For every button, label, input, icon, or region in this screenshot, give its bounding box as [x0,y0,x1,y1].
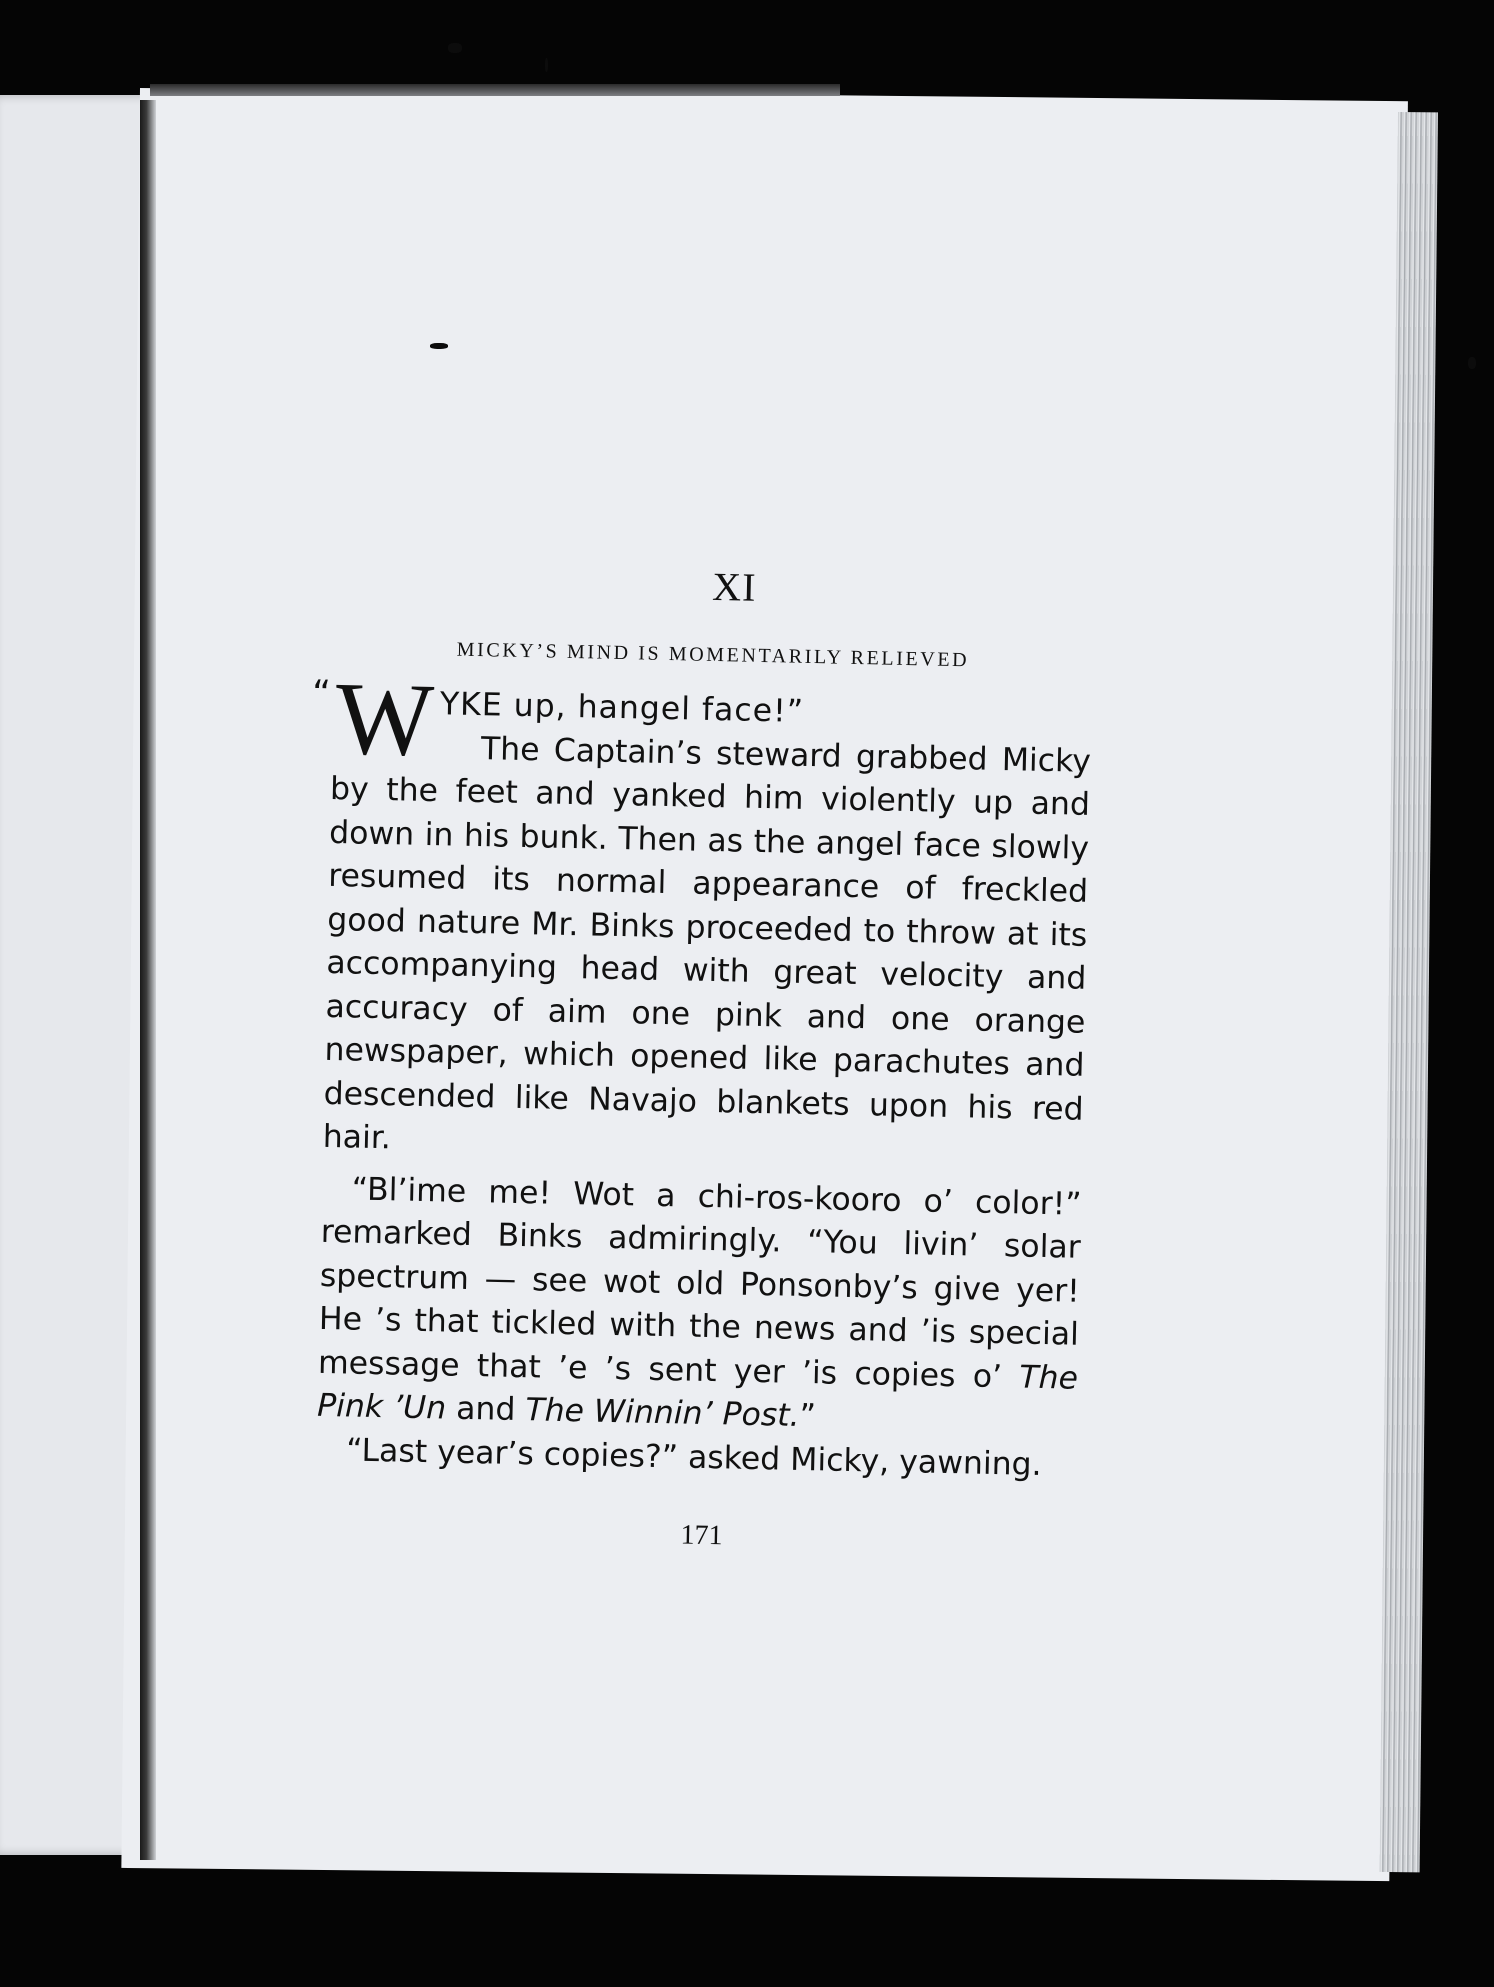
paragraph-1-body: The Captain’s steward grabbed Micky by the feet and yanked him violently up and down in his bunk. Then as the angel face slowly resumed its normal appearance of freckled good nature Mr. Binks proceeded to throw at its accompanying head with great velocity and accuracy of aim one pink and one orange newspaper, which opened like parachutes and descended like Navajo blankets upon his red hair. [322,730,1092,1157]
top-edge-shadow [150,84,840,96]
dust-speck [430,343,448,349]
page-number: 171 [680,1519,723,1552]
first-line-text: YKE up, hangel face!” [439,686,805,730]
paragraph-2 [317,1167,1082,1444]
chapter-title: MICKY’S MIND IS MOMENTARILY RELIEVED [456,638,970,672]
dust-speck [1468,357,1476,369]
paragraph-2-text: “Bl’ime me! Wot a chi-ros-kooro o’ color!” remarked Binks admiringly. “You livin’ solar spectrum — see wot old Ponsonby’s give yer! He ’s that tickled with the news and ’is special message that ’e ’s sent yer ’is copies o’ [317,1170,1082,1395]
paragraph-2-and: and [455,1390,516,1428]
title-pink-un: The Pink ’Un [316,1359,1079,1427]
paragraph-2-close-quote: ” [799,1397,817,1435]
title-winnin-post: The Winnin’ Post. [525,1392,800,1434]
dropcap-letter: W [334,661,435,779]
page-text [311,555,1095,1560]
paragraph-3: “Last year’s copies?” asked Micky, yawning. [345,1431,1043,1483]
dust-speck [545,58,548,72]
page-gutter [140,100,156,1860]
dust-speck [448,43,462,53]
paragraph-1 [311,661,1092,1175]
chapter-number: XI [711,563,757,610]
dropcap-quote: “ [311,673,332,715]
